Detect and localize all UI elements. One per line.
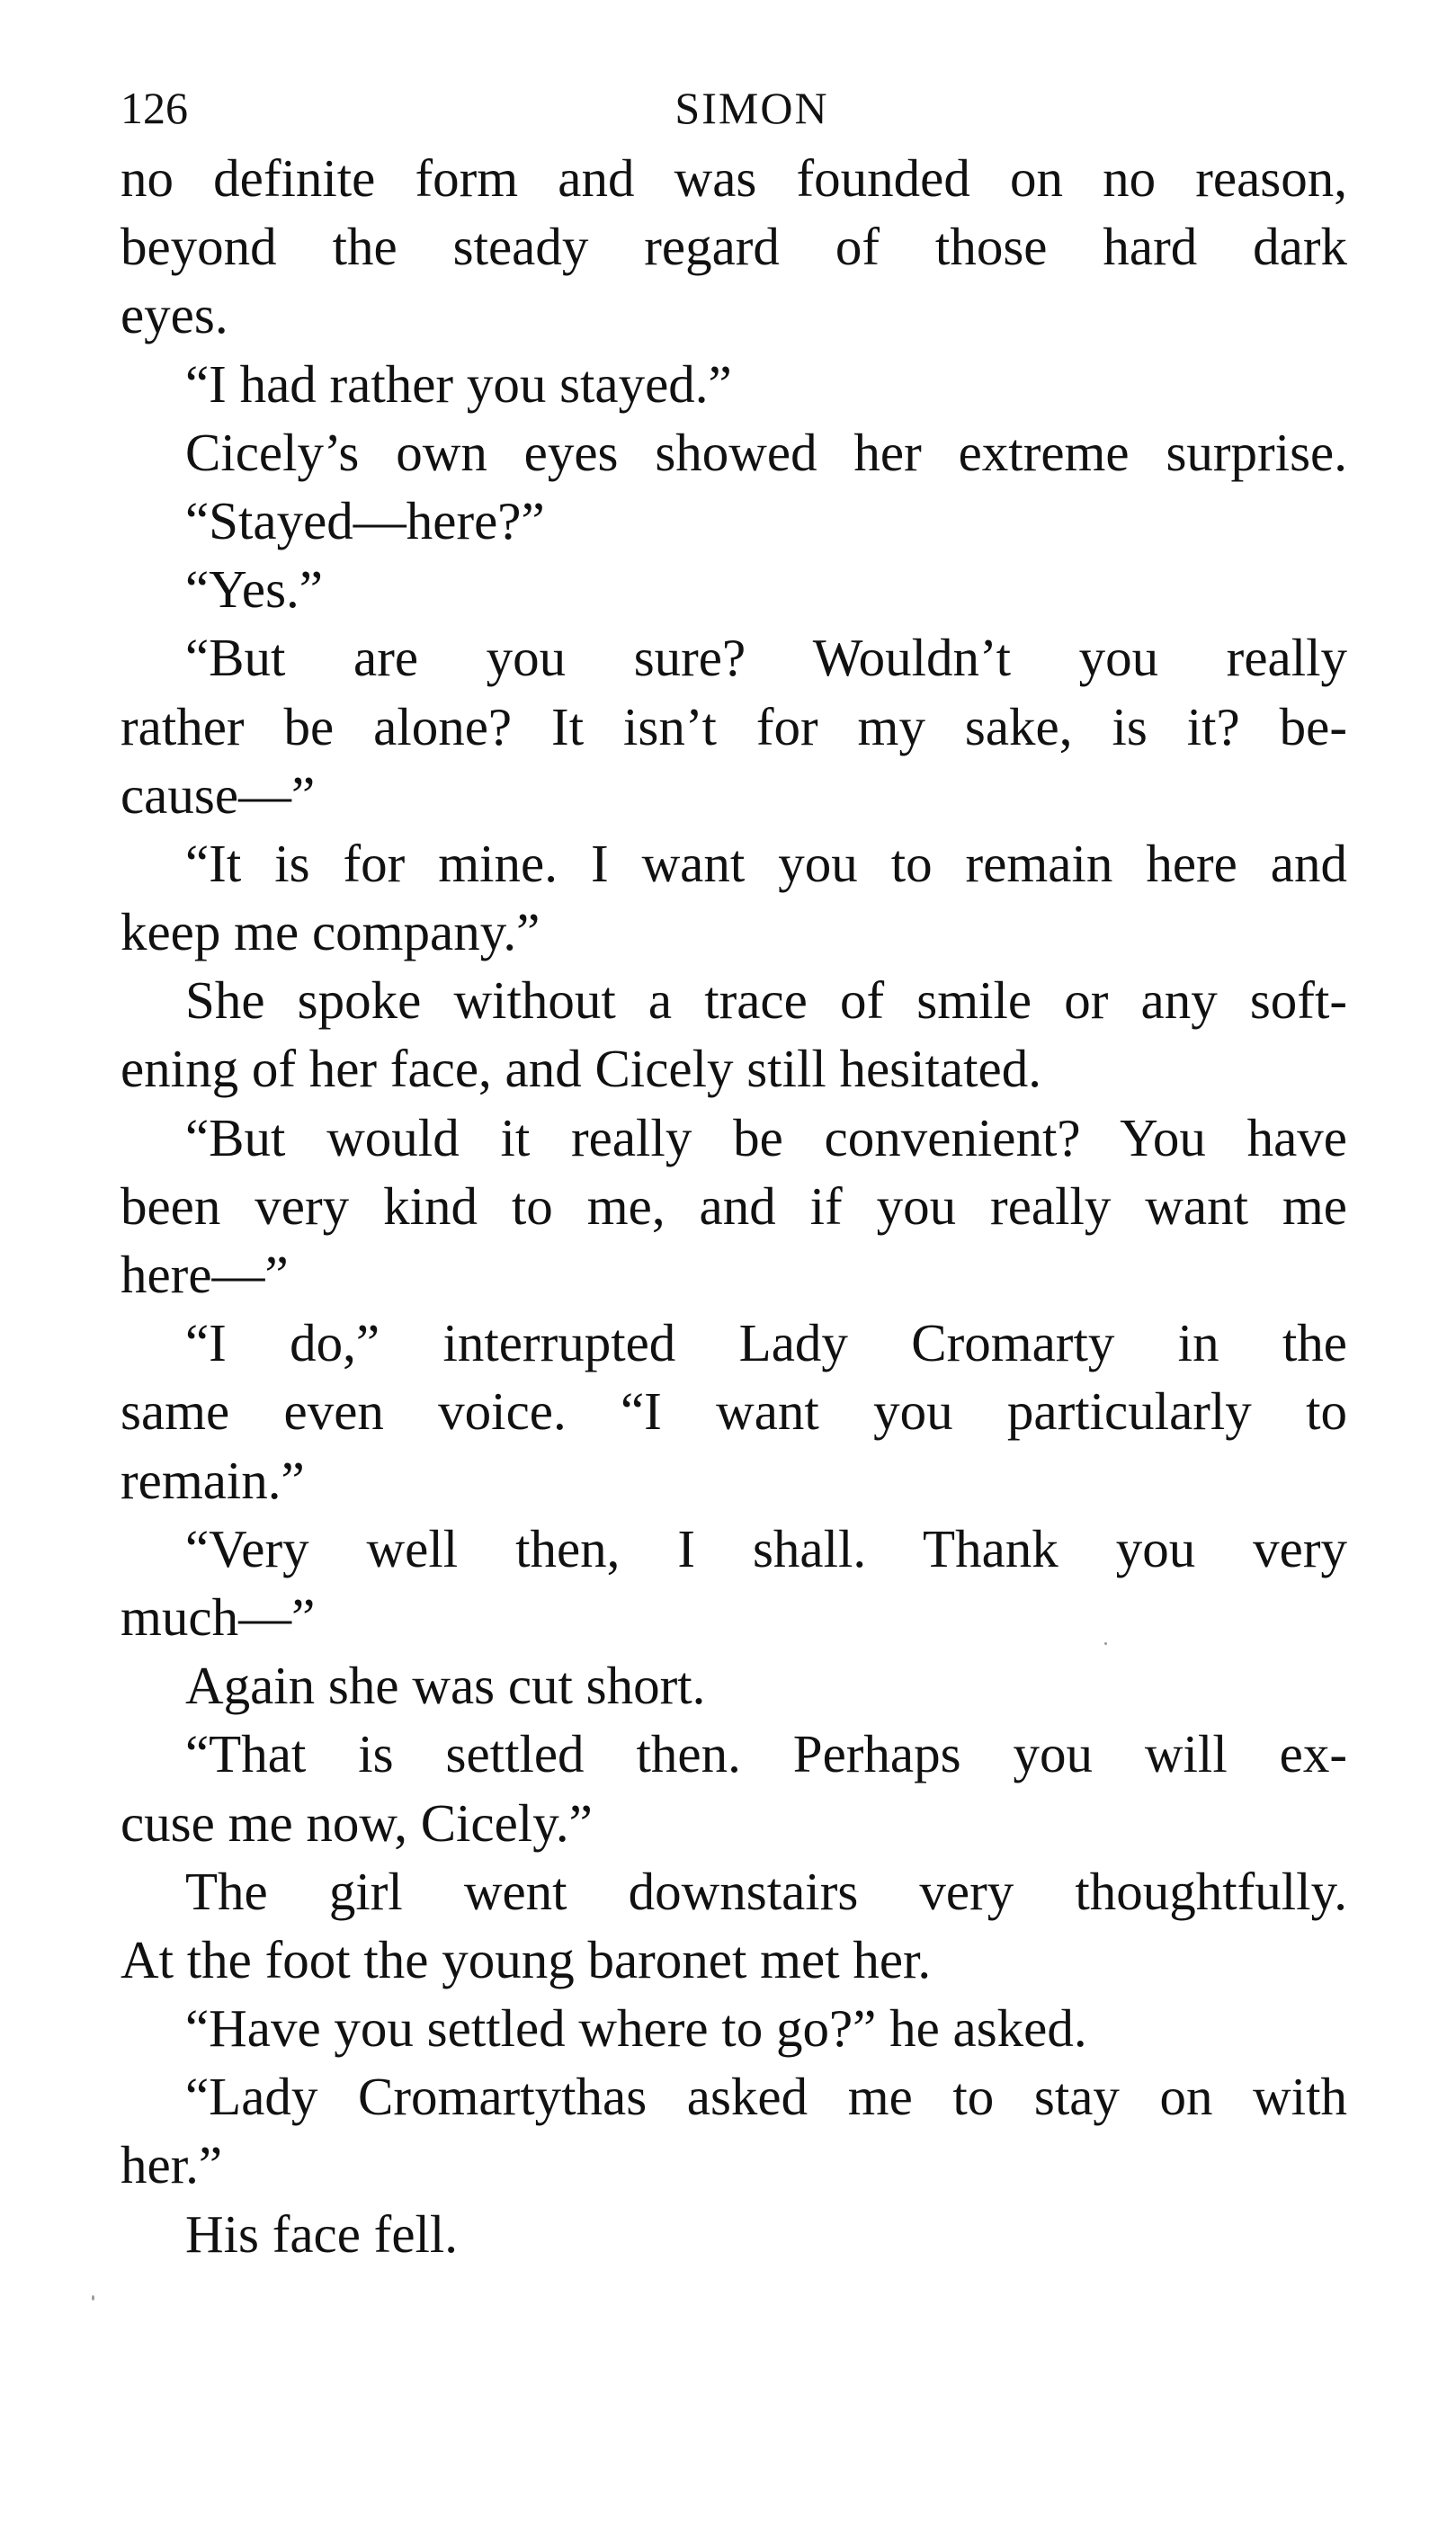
page-number: 126	[121, 83, 188, 133]
text-line: “It is for mine. I want you to remain here and	[185, 833, 1347, 893]
paper-speck	[92, 2295, 94, 2301]
text-line: been very kind to me, and if you really want me	[121, 1175, 1347, 1236]
text-line: no definite form and was founded on no reason,	[121, 148, 1347, 208]
text-line: eyes.	[121, 285, 228, 345]
text-line: cuse me now, Cicely.”	[121, 1792, 593, 1853]
text-line: cause—”	[121, 764, 316, 825]
text-line: Cicely’s own eyes showed her extreme surprise.	[185, 422, 1347, 482]
text-line: “Yes.”	[185, 559, 323, 620]
text-line: “Lady Cromartythas asked me to stay on with	[185, 2067, 1347, 2127]
body-text	[121, 144, 1347, 2268]
text-line: “That is settled then. Perhaps you will ex-	[185, 1724, 1347, 1784]
text-line: “Very well then, I shall. Thank you very	[185, 1518, 1347, 1578]
text-line: keep me company.”	[121, 902, 540, 962]
text-line: “But are you sure? Wouldn’t you really	[185, 628, 1347, 688]
running-title: SIMON	[674, 83, 829, 133]
running-head	[121, 72, 1347, 144]
text-line: here—”	[121, 1245, 289, 1304]
text-line: She spoke without a trace of smile or any soft-	[185, 970, 1347, 1031]
text-line: ening of her face, and Cicely still hesitated.	[121, 1039, 1041, 1099]
text-line: rather be alone? It isn’t for my sake, is it? be-	[121, 696, 1347, 756]
text-line: At the foot the young baronet met her.	[121, 1929, 932, 1989]
text-line: His face fell.	[185, 2203, 459, 2264]
paper-speck	[1104, 1642, 1107, 1645]
text-line: “But would it really be convenient? You have	[185, 1107, 1347, 1167]
text-line: “I do,” interrupted Lady Cromarty in the	[185, 1313, 1347, 1373]
text-line: her.”	[121, 2135, 223, 2195]
book-page	[121, 72, 1347, 2268]
text-line: much—”	[121, 1586, 316, 1647]
text-line: The girl went downstairs very thoughtfully.	[185, 1861, 1347, 1921]
text-line: same even voice. “I want you particularly to	[121, 1381, 1347, 1442]
text-line: Again she was cut short.	[185, 1656, 706, 1716]
text-line: “Stayed—here?”	[185, 490, 545, 550]
text-line: “I had rather you stayed.”	[185, 353, 732, 414]
text-line: beyond the steady regard of those hard dark	[121, 217, 1347, 277]
text-line: remain.”	[121, 1450, 305, 1510]
text-line: “Have you settled where to go?” he asked.	[185, 1998, 1087, 2059]
